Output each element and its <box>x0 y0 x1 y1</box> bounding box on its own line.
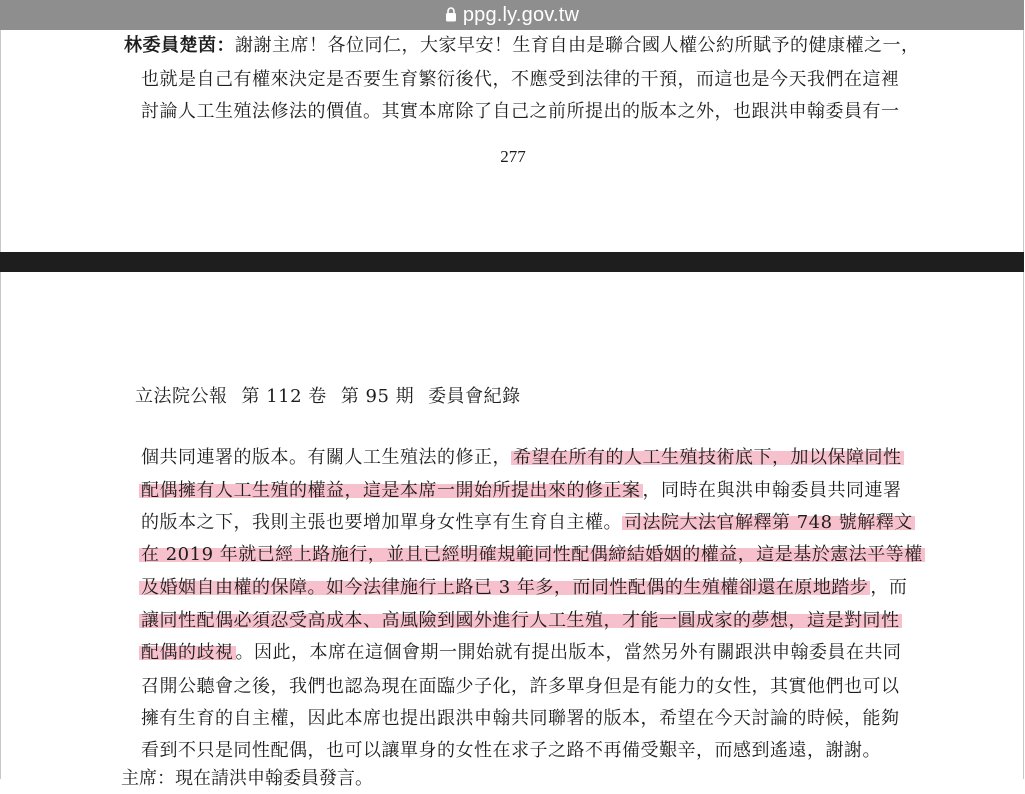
paragraph-line: 討論人工生殖法修法的價值。其實本席除了自己之前所提出的版本之外，也跟洪申翰委員有一 <box>141 101 900 122</box>
paragraph-line: 看到不只是同性配偶，也可以讓單身的女性在求子之路不再備受艱辛，而感到遙遠，謝謝。 <box>141 740 881 761</box>
line-text: 個共同連署的版本。有關人工生殖法的修正， <box>141 447 511 468</box>
line-text: ，而 <box>870 577 908 598</box>
paragraph-line <box>139 476 902 506</box>
highlighted-text: 配偶擁有人工生殖的權益，這是本席一開始所提出來的修正案 <box>141 480 641 501</box>
page-number: 277 <box>500 147 526 166</box>
url-text[interactable]: ppg.ly.gov.tw <box>462 3 580 26</box>
volume-label: 第 112 卷 <box>241 386 327 407</box>
highlighted-text: 配偶的歧視 <box>141 642 234 663</box>
publication-name: 立法院公報 <box>135 386 228 407</box>
paragraph-line: 擁有生育的自主權，因此本席也提出跟洪申翰共同聯署的版本，希望在今天討論的時候，能夠 <box>141 708 900 729</box>
cut-off-line <box>121 768 381 789</box>
highlighted-text: 在 2019 年就已經上路施行，並且已經明確規範同性配偶締結婚姻的權益，這是基於憲法平等權 <box>141 544 923 565</box>
paragraph-line <box>139 606 902 636</box>
paragraph-line <box>141 443 904 473</box>
document-page-277 <box>0 30 1024 252</box>
cut-off-text: 主席：現在請洪申翰委員發言。 <box>121 768 373 789</box>
highlighted-text: 及婚姻自由權的保障。如今法律施行上路已 3 年多，而同性配偶的生殖權卻還在原地踏步 <box>141 577 869 598</box>
line-text: 。因此，本席在這個會期一開始就有提出版本，當然另外有關跟洪申翰委員在共同 <box>235 642 902 663</box>
browser-url-bar[interactable] <box>0 0 1024 30</box>
paragraph-line <box>124 31 920 61</box>
paragraph-line <box>139 638 902 668</box>
line-text: ，同時在與洪申翰委員共同連署 <box>642 480 902 501</box>
page-separator <box>0 252 1024 272</box>
line-text: 的版本之下，我則主張也要增加單身女性享有生育自主權。 <box>141 512 622 533</box>
highlighted-text: 希望在所有的人工生殖技術底下，加以保障同性 <box>513 447 902 468</box>
document-page-278 <box>0 272 1024 789</box>
highlighted-text: 讓同性配偶必須忍受高成本、高風險到國外進行人工生殖，才能一圓成家的夢想，這是對同性 <box>141 610 900 631</box>
section-label: 委員會紀錄 <box>428 386 521 407</box>
speech-text: 謝謝主席！各位同仁，大家早安！生育自由是聯合國人權公約所賦予的健康權之一， <box>235 35 920 56</box>
lock-icon <box>445 7 457 22</box>
gazette-header <box>135 382 535 408</box>
paragraph-line: 召開公聽會之後，我們也認為現在面臨少子化，許多單身但是有能力的女性，其實他們也可以 <box>141 676 900 697</box>
paragraph-line <box>139 573 907 603</box>
highlighted-text: 司法院大法官解釋第 748 號解釋文 <box>624 512 913 533</box>
paragraph-line: 也就是自己有權來決定是否要生育繁衍後代，不應受到法律的干預，而這也是今天我們在這裡 <box>141 69 900 90</box>
paragraph-line <box>139 540 925 570</box>
speaker-name: 林委員楚茵： <box>124 35 235 56</box>
issue-label: 第 95 期 <box>340 386 415 407</box>
paragraph-line <box>141 508 915 538</box>
